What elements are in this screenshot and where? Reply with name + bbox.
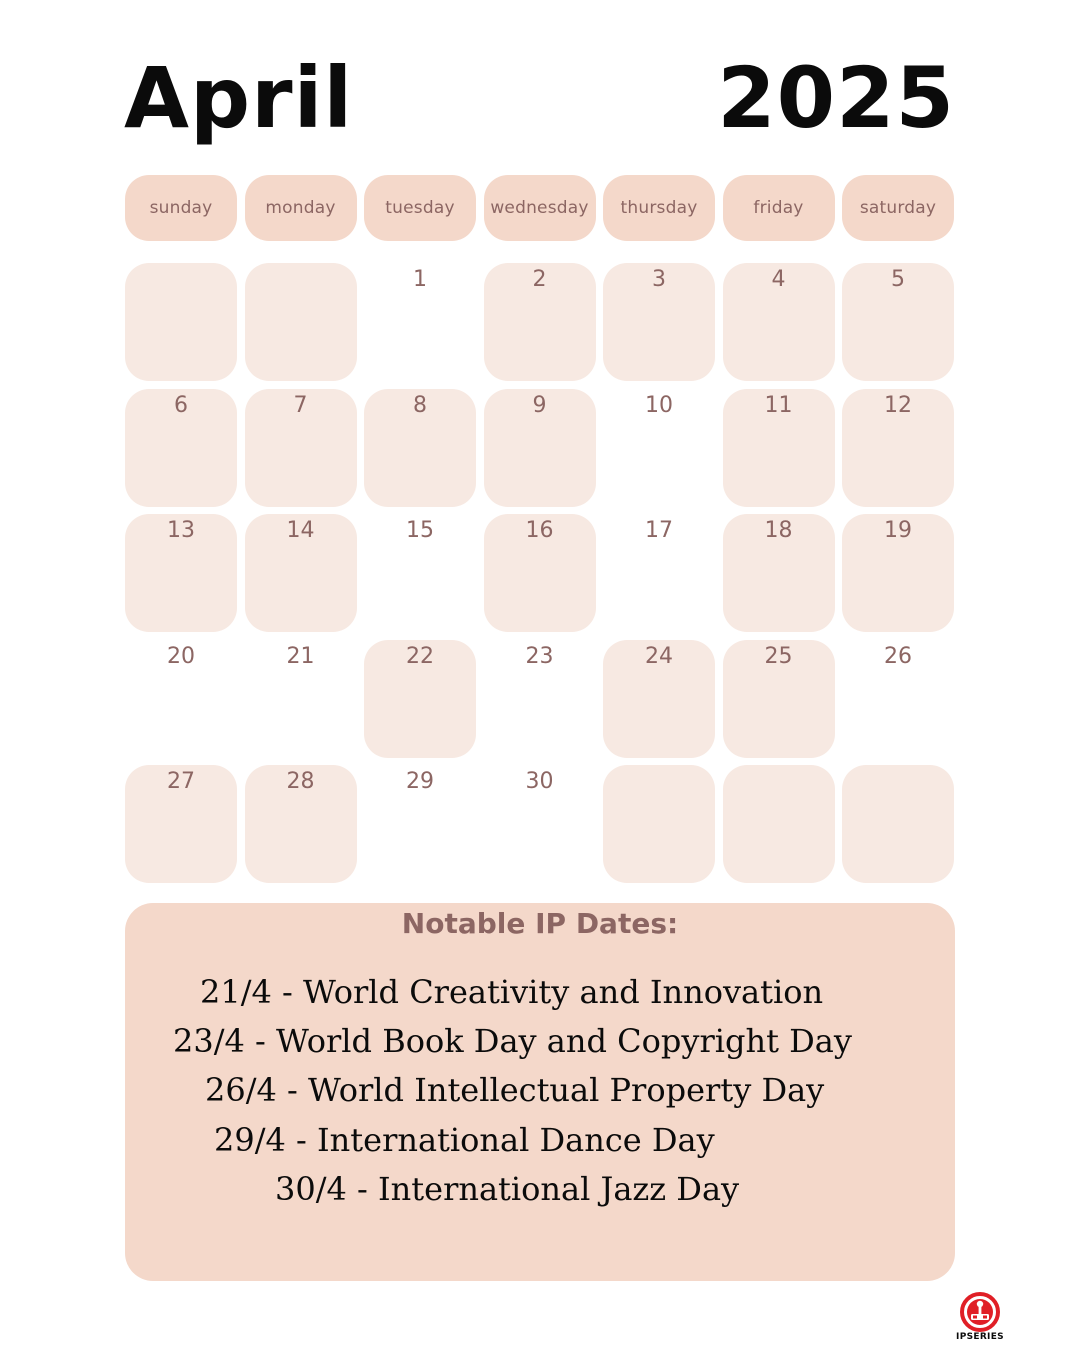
calendar-day-cell: [364, 263, 476, 381]
notable-dates-panel: [125, 903, 955, 1281]
calendar-day-cell: [125, 514, 237, 632]
calendar-day-number: 4: [771, 267, 786, 292]
calendar-day-number: 18: [764, 518, 793, 543]
calendar-day-number: 6: [174, 392, 188, 418]
calendar-day-cell: [125, 640, 237, 758]
calendar-day-cell: [723, 640, 835, 758]
ipseries-logo: [952, 1292, 1008, 1344]
weekday-wednesday: wednesday: [484, 175, 596, 241]
calendar-day-number: 3: [652, 267, 666, 292]
calendar-day-number: 30: [525, 769, 554, 794]
calendar-day-cell: [842, 514, 954, 632]
calendar-day-number: 12: [884, 392, 912, 418]
calendar-day-number: 8: [413, 392, 427, 418]
calendar-day-cell: [245, 263, 357, 381]
calendar-day-cell: [842, 765, 954, 883]
calendar-day-cell: [484, 765, 596, 883]
year-title: 2025: [717, 49, 955, 147]
calendar-day-cell: [484, 514, 596, 632]
calendar-day-number: 19: [884, 518, 912, 543]
calendar-day-cell: [125, 263, 237, 381]
calendar-day-number: 16: [525, 518, 554, 543]
calendar-day-cell: [723, 765, 835, 883]
weekday-tuesday: tuesday: [364, 175, 476, 241]
calendar-day-cell: [603, 263, 715, 381]
calendar-day-cell: [364, 640, 476, 758]
calendar-day-cell: [723, 389, 835, 507]
note-item: 21/4 - World Creativity and Innovation: [200, 973, 824, 1011]
calendar-day-number: 17: [645, 518, 673, 543]
calendar-day-number: 9: [532, 392, 547, 418]
calendar-day-cell: [245, 765, 357, 883]
calendar-day-cell: [842, 263, 954, 381]
calendar-day-number: 28: [286, 769, 315, 794]
calendar-day-number: 5: [891, 267, 905, 292]
calendar-day-number: 24: [645, 643, 673, 669]
calendar-day-cell: [245, 514, 357, 632]
calendar-day-number: 13: [167, 518, 195, 543]
weekday-header-row: [125, 175, 955, 241]
calendar-day-cell: [603, 389, 715, 507]
calendar-day-cell: [484, 263, 596, 381]
calendar-day-number: 21: [286, 643, 315, 669]
calendar-day-cell: [364, 389, 476, 507]
calendar-day-number: 25: [764, 643, 793, 669]
calendar-day-number: 22: [406, 643, 434, 669]
calendar-day-cell: [603, 765, 715, 883]
note-item: 30/4 - International Jazz Day: [275, 1170, 740, 1208]
calendar-day-cell: [603, 514, 715, 632]
calendar-day-cell: [245, 640, 357, 758]
calendar-day-number: 11: [764, 392, 793, 418]
calendar-day-cell: [364, 765, 476, 883]
weekday-monday: monday: [245, 175, 357, 241]
note-item: 29/4 - International Dance Day: [214, 1121, 715, 1159]
notable-dates-title: Notable IP Dates:: [401, 907, 679, 940]
calendar-day-number: 20: [167, 643, 195, 669]
calendar-day-cell: [484, 640, 596, 758]
calendar-day-cell: [842, 389, 954, 507]
calendar-day-number: 27: [167, 769, 195, 794]
calendar-day-number: 14: [286, 518, 315, 543]
calendar-day-cell: [723, 263, 835, 381]
calendar-day-cell: [723, 514, 835, 632]
note-item: 23/4 - World Book Day and Copyright Day: [173, 1022, 852, 1060]
weekday-friday: friday: [723, 175, 835, 241]
calendar-day-number: 2: [532, 267, 547, 292]
calendar-day-number: 1: [413, 267, 427, 292]
ipseries-logo-icon: [960, 1292, 1000, 1332]
month-title: April: [124, 49, 354, 147]
calendar-day-number: 10: [645, 392, 673, 418]
calendar-day-number: 15: [406, 518, 434, 543]
note-item: 26/4 - World Intellectual Property Day: [205, 1071, 825, 1109]
calendar-day-cell: [364, 514, 476, 632]
calendar-day-number: 23: [525, 643, 554, 669]
calendar-day-cell: [484, 389, 596, 507]
calendar-day-cell: [603, 640, 715, 758]
calendar-day-number: 26: [884, 643, 912, 669]
calendar-day-cell: [125, 389, 237, 507]
calendar-day-number: 7: [293, 392, 308, 418]
calendar-day-cell: [245, 389, 357, 507]
calendar-day-cell: [125, 765, 237, 883]
calendar-grid: [125, 263, 955, 883]
weekday-sunday: sunday: [125, 175, 237, 241]
ipseries-logo-text: IPSERIES: [956, 1332, 1004, 1342]
weekday-thursday: thursday: [603, 175, 715, 241]
calendar-day-cell: [842, 640, 954, 758]
calendar-day-number: 29: [406, 769, 434, 794]
weekday-saturday: saturday: [842, 175, 954, 241]
